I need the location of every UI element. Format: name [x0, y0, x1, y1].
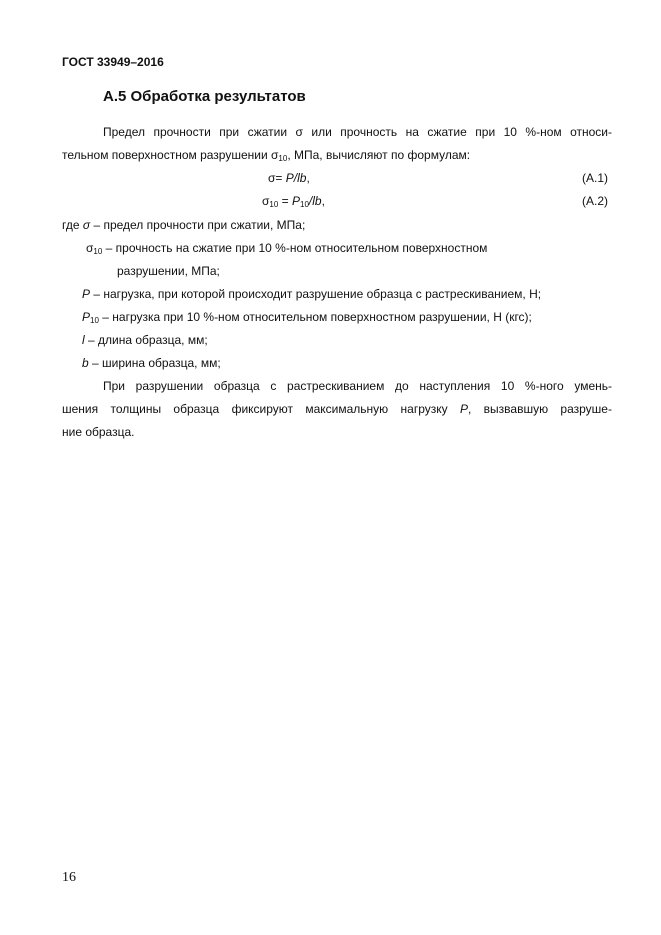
closing-line-2: [62, 398, 612, 421]
legend-where: где: [62, 218, 83, 232]
formula-a1: [268, 171, 310, 185]
legend-sigma10-text: – прочность на сжатие при 10 %-ном относительном поверхностном: [102, 241, 488, 255]
legend-sigma-text: – предел прочности при сжатии, МПа;: [90, 218, 306, 232]
formula-a2-number: (А.2): [582, 194, 609, 208]
legend-b-symbol: b: [82, 356, 89, 370]
intro-line-2-text: тельном поверхностном разрушении σ: [62, 148, 279, 162]
legend-P10-symbol: P: [82, 310, 91, 324]
formula-a2-lhs: σ: [262, 194, 270, 208]
formula-a2-eq: =: [278, 194, 292, 208]
legend-P: [82, 283, 541, 306]
formula-a2-tail: ,: [321, 194, 325, 208]
formula-a2-rhs-b: /lb: [308, 194, 322, 208]
legend-l: [82, 329, 208, 352]
legend-sigma-symbol: σ: [82, 218, 91, 232]
legend-P-text: – нагрузка, при которой происходит разрушение образца с растрескиванием, Н;: [90, 287, 542, 301]
intro-line-2: [62, 144, 470, 167]
closing-line-2-text: шения толщины образца фиксируют максимальную нагрузку: [62, 402, 460, 416]
section-title: А.5 Обработка результатов: [103, 88, 306, 105]
page-number: 16: [62, 870, 76, 885]
legend-l-symbol: l: [82, 333, 85, 347]
formula-a1-number: (А.1): [582, 171, 609, 185]
legend-P10: [82, 306, 532, 329]
legend-sigma10-cont: разрушении, МПа;: [117, 264, 220, 278]
formula-a2: [262, 194, 325, 208]
formula-a2-lhs-sub: 10: [269, 200, 279, 209]
formula-a1-tail: ,: [306, 171, 310, 185]
intro-line-1: Предел прочности при сжатии σ или прочность на сжатие при 10 %-ном относи-: [103, 125, 612, 139]
closing-line-3: ние образца.: [62, 425, 135, 439]
intro-sub: 10: [278, 154, 288, 163]
legend-P-symbol: P: [82, 287, 91, 301]
legend-P10-text: – нагрузка при 10 %-ном относительном поверхностном разрушении, Н (кгс);: [98, 310, 532, 324]
legend-l-text: – длина образца, мм;: [84, 333, 208, 347]
closing-line-2-var: P: [459, 402, 468, 416]
legend-sigma10-sub: 10: [93, 247, 103, 256]
legend-sigma10-symbol: σ: [86, 241, 94, 255]
legend-b-text: – ширина образца, мм;: [88, 356, 221, 370]
legend-sigma10: [86, 237, 487, 260]
formula-a1-rhs: P/lb: [285, 171, 307, 185]
intro-line-2-tail: , МПа, вычисляют по формулам:: [287, 148, 471, 162]
formula-a2-rhs-sub: 10: [300, 200, 309, 209]
legend-sigma: [62, 214, 305, 237]
formula-a1-lhs: σ=: [268, 171, 286, 185]
closing-line-1: При разрушении образца с растрескиванием до наступления 10 %-ного умень-: [103, 379, 612, 393]
standard-designation: ГОСТ 33949–2016: [62, 55, 164, 69]
formula-a2-rhs-a: P: [292, 194, 301, 208]
legend-b: [82, 352, 221, 375]
closing-line-2-tail: , вызвавшую разруше-: [467, 402, 612, 416]
legend-P10-sub: 10: [90, 316, 99, 325]
